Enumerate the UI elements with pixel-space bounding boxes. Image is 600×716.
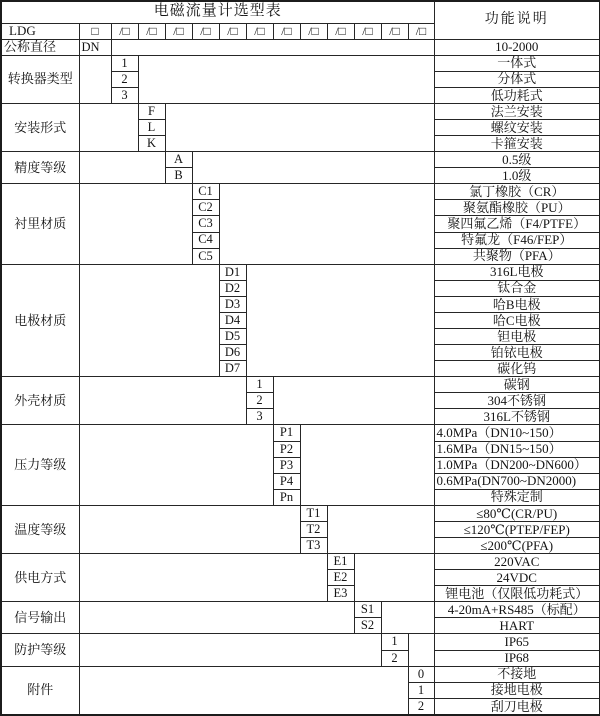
code-cell: T3 (300, 538, 327, 554)
spacer-cell (300, 425, 434, 505)
code-cell: 1 (381, 634, 408, 650)
option-row (1, 634, 600, 650)
category-label-10: 供电方式 (1, 554, 79, 602)
code-cell: D3 (219, 296, 246, 312)
model-slot: /□ (273, 23, 300, 39)
desc-cell: 24VDC (434, 570, 600, 586)
desc-cell: 316L不锈钢 (434, 409, 600, 425)
spacer-cell (79, 103, 138, 151)
option-row (1, 666, 600, 682)
desc-cell: 刮刀电极 (434, 698, 600, 715)
spacer-cell (111, 39, 434, 55)
spacer-cell (79, 377, 246, 425)
desc-cell: 316L电极 (434, 264, 600, 280)
option-row (1, 39, 600, 55)
code-cell: 0 (408, 666, 434, 682)
desc-cell: 特殊定制 (434, 489, 600, 505)
code-cell: S2 (354, 618, 381, 634)
desc-cell: 接地电极 (434, 682, 600, 698)
option-row (1, 55, 600, 71)
code-cell: P2 (273, 441, 300, 457)
option-row (1, 377, 600, 393)
spacer-cell (246, 264, 434, 377)
model-slot: /□ (219, 23, 246, 39)
spacer-cell (79, 55, 111, 103)
desc-cell: 1.6MPa（DN15~150） (434, 441, 600, 457)
option-row (1, 184, 600, 200)
desc-cell: ≤80℃(CR/PU) (434, 505, 600, 521)
model-slot: □ (79, 23, 111, 39)
spacer-cell (79, 152, 165, 184)
code-cell: 1 (246, 377, 273, 393)
code-cell: D6 (219, 345, 246, 361)
code-cell: Pn (273, 489, 300, 505)
desc-cell: 4-20mA+RS485（标配） (434, 602, 600, 618)
code-cell: E1 (327, 554, 354, 570)
category-label-5: 衬里材质 (1, 184, 79, 264)
desc-cell: 锂电池（仅限低功耗式） (434, 586, 600, 602)
desc-cell: 0.5级 (434, 152, 600, 168)
desc-cell: 聚四氟乙烯（F4/PTFE） (434, 216, 600, 232)
desc-cell: 0.6MPa(DN700~DN2000) (434, 473, 600, 489)
category-label-8: 压力等级 (1, 425, 79, 505)
category-label-1: 公称直径 (1, 39, 79, 55)
desc-cell: 低功耗式 (434, 87, 600, 103)
desc-cell: 10-2000 (434, 39, 600, 55)
code-cell: C2 (192, 200, 219, 216)
desc-cell: 一体式 (434, 55, 600, 71)
code-cell: A (165, 152, 192, 168)
desc-cell: 钛合金 (434, 280, 600, 296)
desc-cell: 螺纹安装 (434, 119, 600, 135)
desc-cell: 304不锈钢 (434, 393, 600, 409)
desc-cell: 1.0级 (434, 168, 600, 184)
option-row (1, 505, 600, 521)
desc-cell: 特氟龙（F46/FEP） (434, 232, 600, 248)
option-row (1, 103, 600, 119)
spacer-cell (79, 666, 408, 715)
desc-cell: 共聚物（PFA） (434, 248, 600, 264)
code-cell: E2 (327, 570, 354, 586)
code-cell: L (138, 119, 165, 135)
model-slot: /□ (300, 23, 327, 39)
code-cell: S1 (354, 602, 381, 618)
code-cell: B (165, 168, 192, 184)
spacer-cell (138, 55, 434, 103)
category-label-4: 精度等级 (1, 152, 79, 184)
desc-cell: ≤200℃(PFA) (434, 538, 600, 554)
category-label-2: 转换器类型 (1, 55, 79, 103)
code-cell: D2 (219, 280, 246, 296)
desc-cell: HART (434, 618, 600, 634)
desc-cell: 不接地 (434, 666, 600, 682)
code-cell: K (138, 136, 165, 152)
option-row (1, 602, 600, 618)
model-slot: /□ (138, 23, 165, 39)
code-cell: P1 (273, 425, 300, 441)
model-slot: /□ (381, 23, 408, 39)
code-cell: D7 (219, 361, 246, 377)
spacer-cell (192, 152, 434, 184)
desc-cell: 哈C电极 (434, 312, 600, 328)
desc-cell: 220VAC (434, 554, 600, 570)
spacer-cell (79, 264, 219, 377)
code-cell: T2 (300, 521, 327, 537)
function-column-header: 功能说明 (434, 1, 600, 39)
spacer-cell (408, 634, 434, 666)
option-row (1, 152, 600, 168)
spacer-cell (381, 602, 434, 634)
table-title: 电磁流量计选型表 (1, 1, 434, 23)
category-label-7: 外壳材质 (1, 377, 79, 425)
code-cell: 2 (408, 698, 434, 715)
category-label-6: 电极材质 (1, 264, 79, 377)
model-slot: /□ (192, 23, 219, 39)
code-cell: 3 (111, 87, 138, 103)
spacer-cell (273, 377, 434, 425)
code-cell: T1 (300, 505, 327, 521)
model-prefix: LDG (1, 23, 79, 39)
desc-cell: 法兰安装 (434, 103, 600, 119)
model-slot: /□ (165, 23, 192, 39)
code-cell: C3 (192, 216, 219, 232)
desc-cell: 分体式 (434, 71, 600, 87)
category-label-9: 温度等级 (1, 505, 79, 553)
title-row (1, 1, 600, 23)
code-cell: DN (79, 39, 111, 55)
code-cell: D4 (219, 312, 246, 328)
code-cell: C4 (192, 232, 219, 248)
spacer-cell (219, 184, 434, 264)
model-slot: /□ (111, 23, 138, 39)
code-cell: P3 (273, 457, 300, 473)
code-cell: 1 (111, 55, 138, 71)
model-slot: /□ (246, 23, 273, 39)
category-label-3: 安装形式 (1, 103, 79, 151)
desc-cell: ≤120℃(PTEP/FEP) (434, 521, 600, 537)
code-cell: F (138, 103, 165, 119)
desc-cell: 哈B电极 (434, 296, 600, 312)
option-row (1, 554, 600, 570)
option-row (1, 264, 600, 280)
desc-cell: IP68 (434, 650, 600, 666)
spacer-cell (354, 554, 434, 602)
spacer-cell (79, 602, 354, 634)
code-cell: E3 (327, 586, 354, 602)
model-slot: /□ (354, 23, 381, 39)
desc-cell: 铂铱电极 (434, 345, 600, 361)
model-slot: /□ (408, 23, 434, 39)
code-cell: D1 (219, 264, 246, 280)
category-label-12: 防护等级 (1, 634, 79, 666)
code-cell: D5 (219, 328, 246, 344)
code-cell: P4 (273, 473, 300, 489)
code-cell: 2 (381, 650, 408, 666)
spacer-cell (79, 505, 300, 553)
option-row (1, 425, 600, 441)
category-label-11: 信号输出 (1, 602, 79, 634)
category-label-13: 附件 (1, 666, 79, 715)
spacer-cell (165, 103, 434, 151)
code-cell: C1 (192, 184, 219, 200)
spacer-cell (327, 505, 434, 553)
model-slot: /□ (327, 23, 354, 39)
desc-cell: 1.0MPa（DN200~DN600） (434, 457, 600, 473)
desc-cell: 碳化钨 (434, 361, 600, 377)
spacer-cell (79, 554, 327, 602)
spacer-cell (79, 184, 192, 264)
spacer-cell (79, 425, 273, 505)
desc-cell: 氯丁橡胶（CR） (434, 184, 600, 200)
desc-cell: 4.0MPa（DN10~150） (434, 425, 600, 441)
code-cell: C5 (192, 248, 219, 264)
desc-cell: 卡箍安装 (434, 136, 600, 152)
desc-cell: 聚氨酯橡胶（PU） (434, 200, 600, 216)
code-cell: 2 (111, 71, 138, 87)
code-cell: 2 (246, 393, 273, 409)
desc-cell: IP65 (434, 634, 600, 650)
spacer-cell (79, 634, 381, 666)
code-cell: 3 (246, 409, 273, 425)
code-cell: 1 (408, 682, 434, 698)
desc-cell: 碳钢 (434, 377, 600, 393)
desc-cell: 钽电极 (434, 328, 600, 344)
